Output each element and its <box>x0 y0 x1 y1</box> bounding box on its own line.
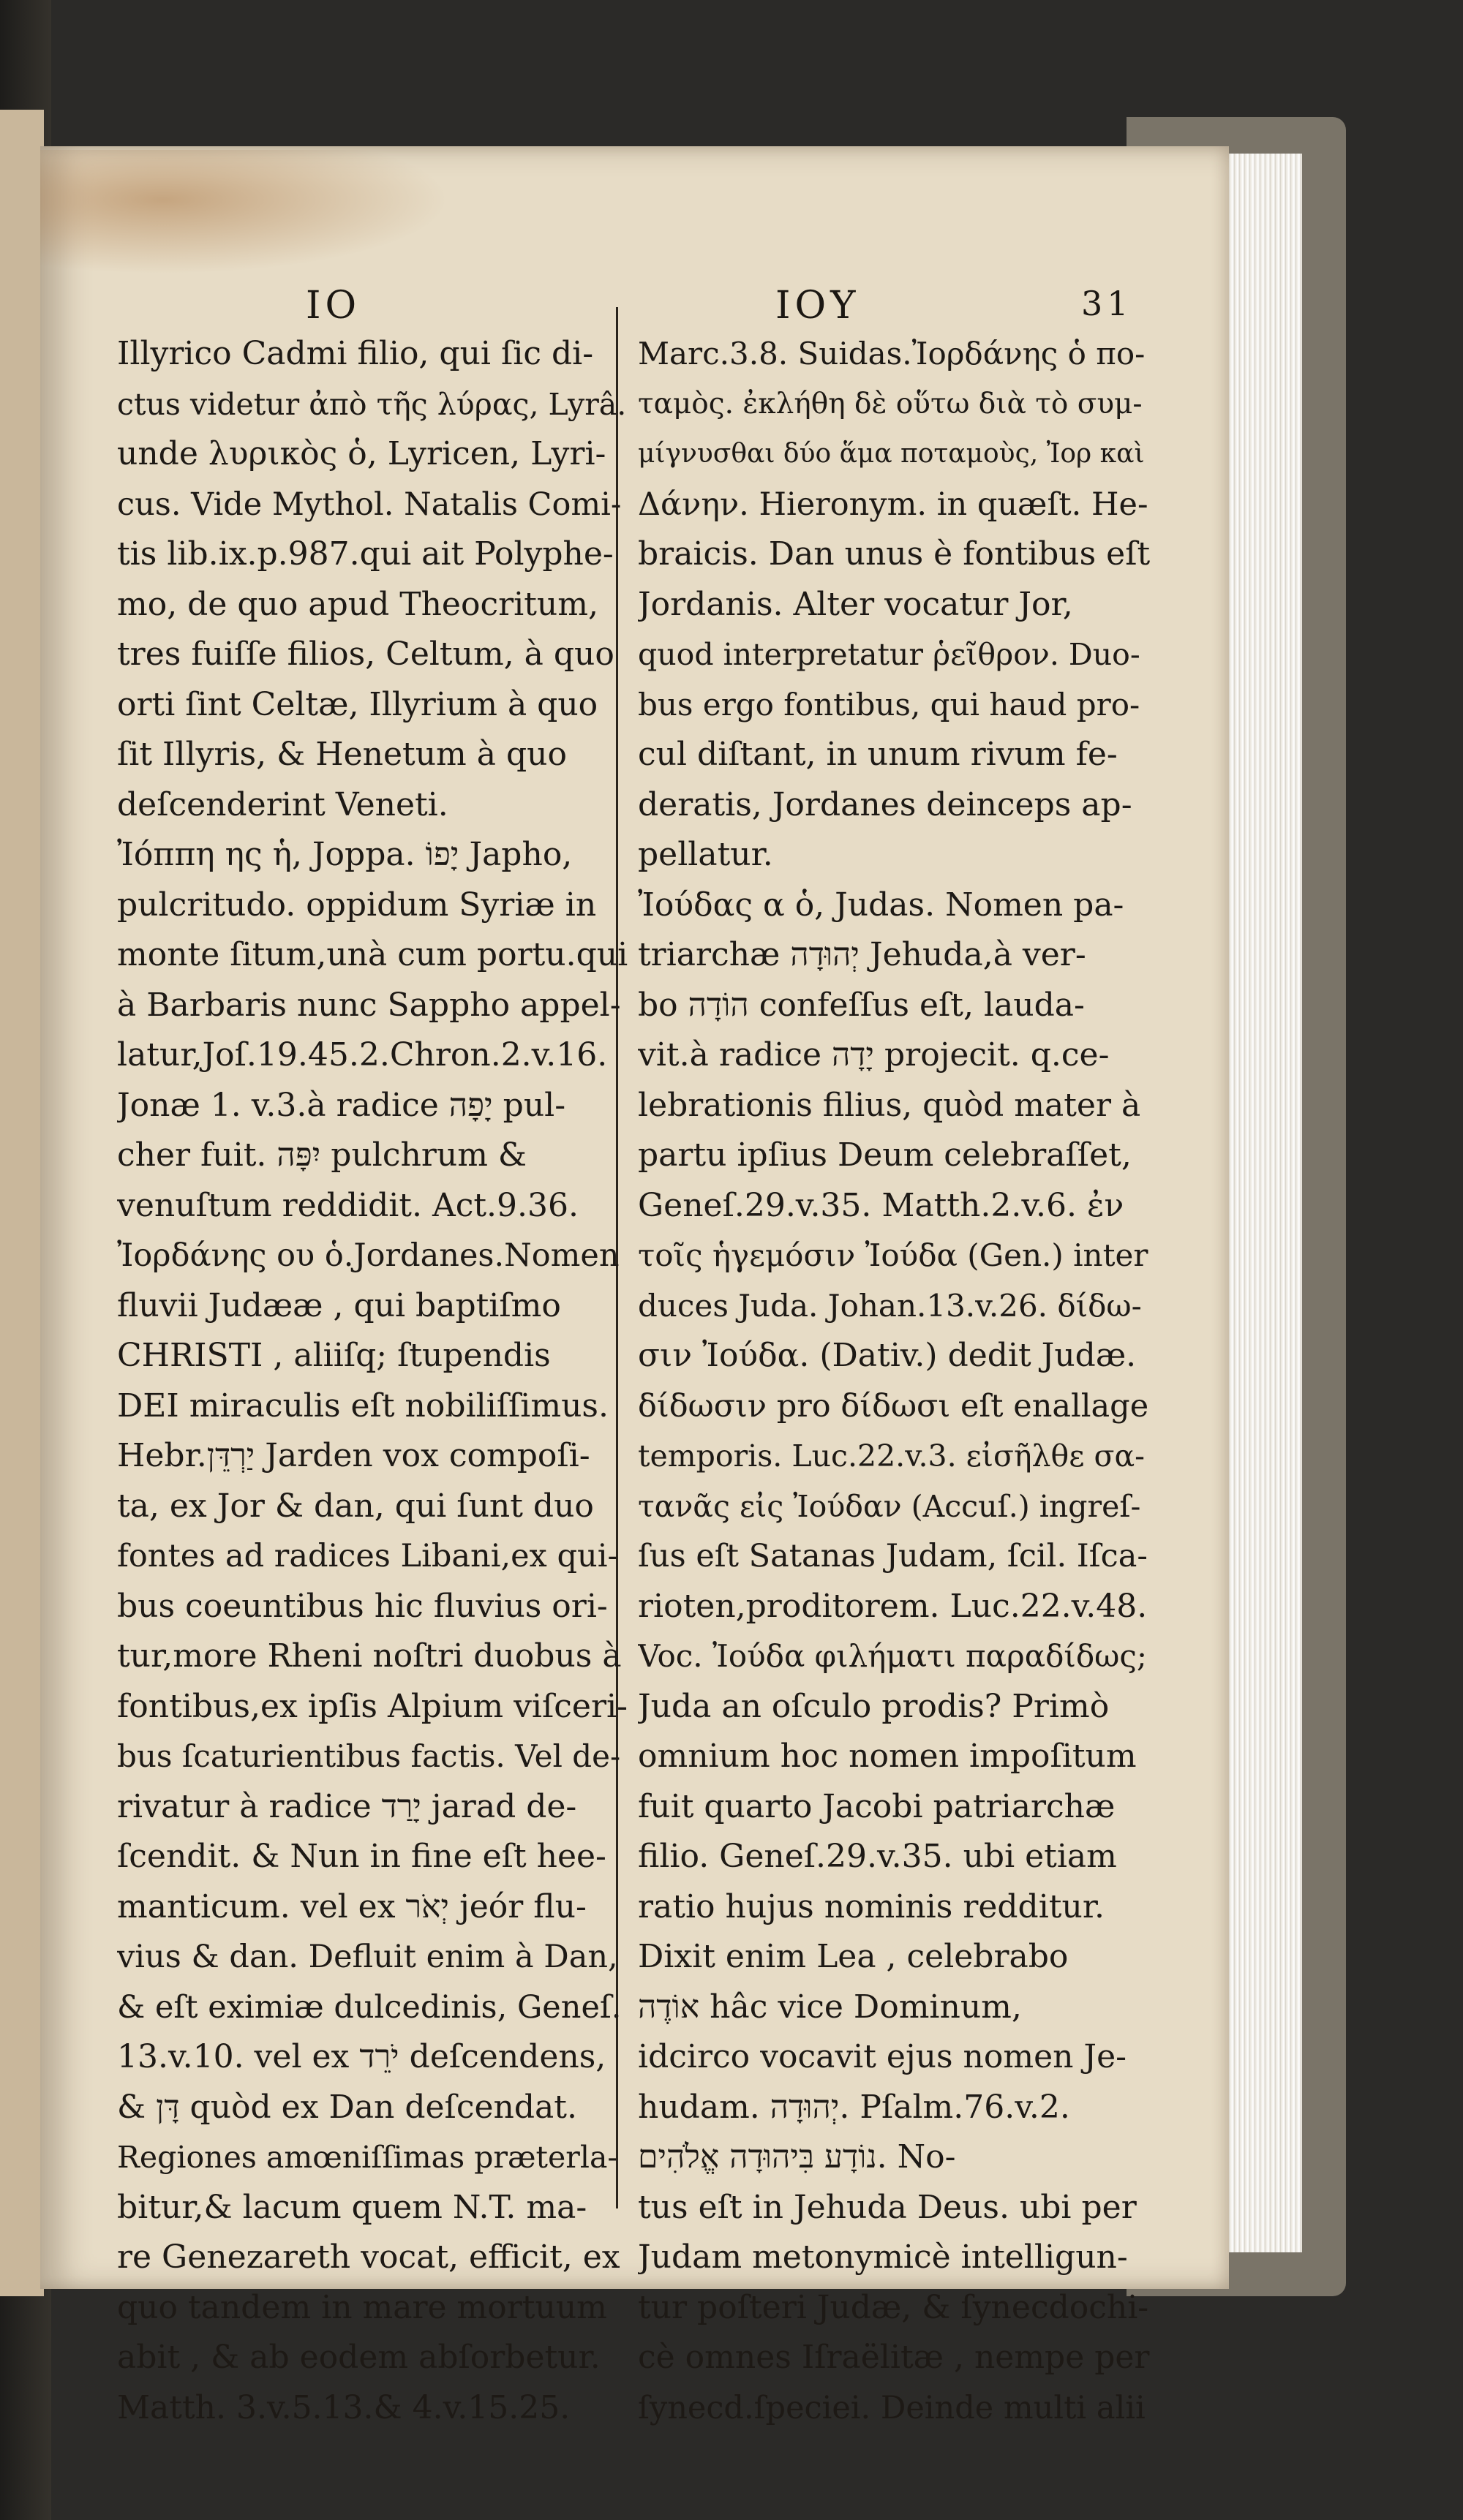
text-line: rivatur à radice יָרַד jarad de- <box>117 1787 577 1825</box>
text-line: tur,more Rheni noſtri duobus à <box>117 1637 622 1675</box>
text-line: τοῖς ἡγεμόσιν Ἰούδα (Gen.) inter <box>638 1237 1148 1273</box>
text-line: Δάνην. Hieronym. in quæſt. He- <box>638 486 1148 523</box>
text-line: Jonæ 1. v.3.à radice יָפָה pul- <box>117 1086 566 1124</box>
text-line: mo, de quo apud Theocritum, <box>117 585 598 623</box>
text-line: à Barbaris nunc Sappho appel- <box>117 986 621 1024</box>
text-line: 13.v.10. vel ex יֹרֵד deſcendens, <box>117 2038 606 2075</box>
text-line: Matth. 3.v.5.13.& 4.v.15.25. <box>117 2388 571 2426</box>
text-line: bo הוֹדָה confeſſus eſt, lauda- <box>638 986 1085 1024</box>
text-line: נוֹדָע בִּיהוּדָה אֱלֹהִים. No- <box>638 2138 956 2176</box>
text-line: latur,Joſ.19.45.2.Chron.2.v.16. <box>117 1036 608 1074</box>
text-line: Geneſ.29.v.35. Matth.2.v.6. ἐν <box>638 1186 1124 1224</box>
text-line: σιν Ἰούδα. (Dativ.) dedit Judæ. <box>638 1337 1137 1374</box>
text-line: ſus eſt Satanas Judam, ſcil. Iſca- <box>638 1538 1148 1574</box>
text-line: Ἰόππη ης ἡ, Joppa. יָפוֹ Japho, <box>117 836 573 873</box>
text-line: fontes ad radices Libani,ex qui- <box>117 1538 618 1574</box>
text-line: Dixit enim Lea , celebrabo <box>638 1938 1069 1975</box>
text-line: triarchæ יְהוּדָה Jehuda,à ver- <box>638 936 1086 973</box>
text-line: ta, ex Jor & dan, qui ſunt duo <box>117 1487 594 1525</box>
text-line: partu ipſius Deum celebraſſet, <box>638 1136 1132 1174</box>
text-line: Marc.3.8. Suidas.Ἰορδάνης ὁ πο- <box>638 336 1146 371</box>
right-text-column <box>638 329 1150 2433</box>
text-line: deratis, Jordanes deinceps ap- <box>638 785 1132 823</box>
text-line: quod interpretatur ῥεῖθρον. Duo- <box>638 637 1140 672</box>
text-line: vit.à radice יָדָה projecit. q.ce- <box>638 1036 1110 1074</box>
text-line: CHRISTI , aliiſq; ſtupendis <box>117 1337 551 1374</box>
text-line: cher fuit. יִפָּה pulchrum & <box>117 1136 527 1174</box>
text-line: vius & dan. Defluit enim à Dan, <box>117 1939 618 1975</box>
text-line: Juda an oſculo prodis? Primò <box>638 1687 1110 1725</box>
text-line: ſit Illyris, & Henetum à quo <box>117 736 567 773</box>
text-line: Voc. Ἰούδα φιλήματι παραδίδως; <box>638 1638 1148 1674</box>
text-line: Illyrico Cadmi filio, qui ſic di- <box>117 335 594 372</box>
text-line: cus. Vide Mythol. Natalis Comi- <box>117 486 622 523</box>
text-line: Ἰορδάνης ου ὁ.Jordanes.Nomen <box>117 1237 620 1274</box>
text-line: unde λυρικὸς ὁ, Lyricen, Lyri- <box>117 435 606 472</box>
text-line: bus coeuntibus hic fluvius ori- <box>117 1587 608 1625</box>
text-line: fluvii Judææ , qui baptiſmo <box>117 1286 561 1324</box>
facing-page-edge <box>0 110 44 2296</box>
text-line: Ἰούδας α ὁ, Judas. Nomen pa- <box>638 886 1124 924</box>
text-line: temporis. Luc.22.v.3. εἰσῆλθε σα- <box>638 1438 1146 1474</box>
text-line: idcirco vocavit ejus nomen Je- <box>638 2038 1127 2075</box>
text-line: fuit quarto Jacobi patriarchæ <box>638 1787 1116 1825</box>
text-line: tus eſt in Jehuda Deus. ubi per <box>638 2188 1137 2226</box>
text-line: pellatur. <box>638 836 773 873</box>
text-line: μίγνυσθαι δύο ἅμα ποταμοὺς, Ἰορ καὶ <box>638 439 1145 469</box>
text-line: Regiones amœniſſimas præterla- <box>117 2140 618 2175</box>
text-line: monte ſitum,unà cum portu.qui <box>117 936 628 973</box>
left-column-header: IO <box>306 284 361 328</box>
text-line: Hebr.יַרְדֵּן Jarden vox compoſi- <box>117 1437 590 1474</box>
text-line: hudam. יְהוּדָה. Pſalm.76.v.2. <box>638 2088 1070 2126</box>
left-text-column <box>117 329 629 2433</box>
right-column-header: IOY <box>775 284 860 328</box>
text-line: orti ſint Celtæ, Illyrium à quo <box>117 685 598 723</box>
text-line: ratio hujus nominis redditur. <box>638 1887 1105 1925</box>
text-line: pulcritudo. oppidum Syriæ in <box>117 886 597 924</box>
text-line: re Genezareth vocat, efficit, ex <box>117 2238 620 2276</box>
text-line: & eſt eximiæ dulcedinis, Geneſ. <box>117 1988 622 2026</box>
text-line: cè omnes Iſraëlitæ , nempe per <box>638 2339 1150 2376</box>
text-line: deſcenderint Veneti. <box>117 785 448 823</box>
text-line: filio. Geneſ.29.v.35. ubi etiam <box>638 1838 1117 1875</box>
text-line: tur poſteri Judæ, & ſynecdochi- <box>638 2288 1149 2326</box>
text-line: manticum. vel ex יְאֹר jeór flu- <box>117 1887 587 1925</box>
text-line: DEI miraculis eſt nobiliſſimus. <box>117 1387 609 1425</box>
text-line: venuſtum reddidit. Act.9.36. <box>117 1186 579 1224</box>
text-line: Jordanis. Alter vocatur Jor, <box>638 585 1073 623</box>
text-line: lebrationis filius, quòd mater à <box>638 1086 1141 1124</box>
text-line: tres fuiſſe filios, Celtum, à quo <box>117 635 614 673</box>
text-line: ταμὸς. ἐκλήθη δὲ οὕτω διὰ τὸ συμ- <box>638 387 1143 420</box>
text-line: bitur,& lacum quem N.T. ma- <box>117 2188 587 2226</box>
text-line: tis lib.ix.p.987.qui ait Polyphe- <box>117 535 614 573</box>
text-line: δίδωσιν pro δίδωσι eſt enallage <box>638 1387 1149 1425</box>
text-line: abit , & ab eodem abſorbetur. <box>117 2339 601 2376</box>
text-line: bus ergo fontibus, qui haud pro- <box>638 686 1140 723</box>
page-number: 31 <box>1081 284 1133 323</box>
text-line: fontibus,ex ipſis Alpium viſceri- <box>117 1687 628 1725</box>
text-line: אוֹדֶה hâc vice Dominum, <box>638 1988 1022 2026</box>
text-line: rioten,proditorem. Luc.22.v.48. <box>638 1587 1148 1625</box>
text-line: Judam metonymicè intelligun- <box>638 2238 1128 2276</box>
text-line: bus ſcaturientibus factis. Vel de- <box>117 1738 621 1774</box>
text-line: cul diſtant, in unum rivum fe- <box>638 736 1118 773</box>
text-line: ſynecd.ſpeciei. Deinde multi alii <box>638 2389 1146 2426</box>
text-line: omnium hoc nomen impoſitum <box>638 1738 1137 1775</box>
text-line: ctus videtur ἀπὸ τῆς λύρας, Lyrâ. <box>117 386 627 422</box>
text-line: ſcendit. & Nun in fine eſt hee- <box>117 1838 606 1875</box>
text-line: duces Juda. Johan.13.v.26. δίδω- <box>638 1287 1142 1324</box>
water-stain <box>40 150 450 274</box>
text-line: quo tandem in mare mortuum <box>117 2288 607 2326</box>
text-line: τανᾶς εἰς Ἰούδαν (Accuſ.) ingreſ- <box>638 1488 1141 1524</box>
text-line: & דָּן quòd ex Dan deſcendat. <box>117 2088 577 2126</box>
text-line: braicis. Dan unus è fontibus eſt <box>638 535 1150 573</box>
